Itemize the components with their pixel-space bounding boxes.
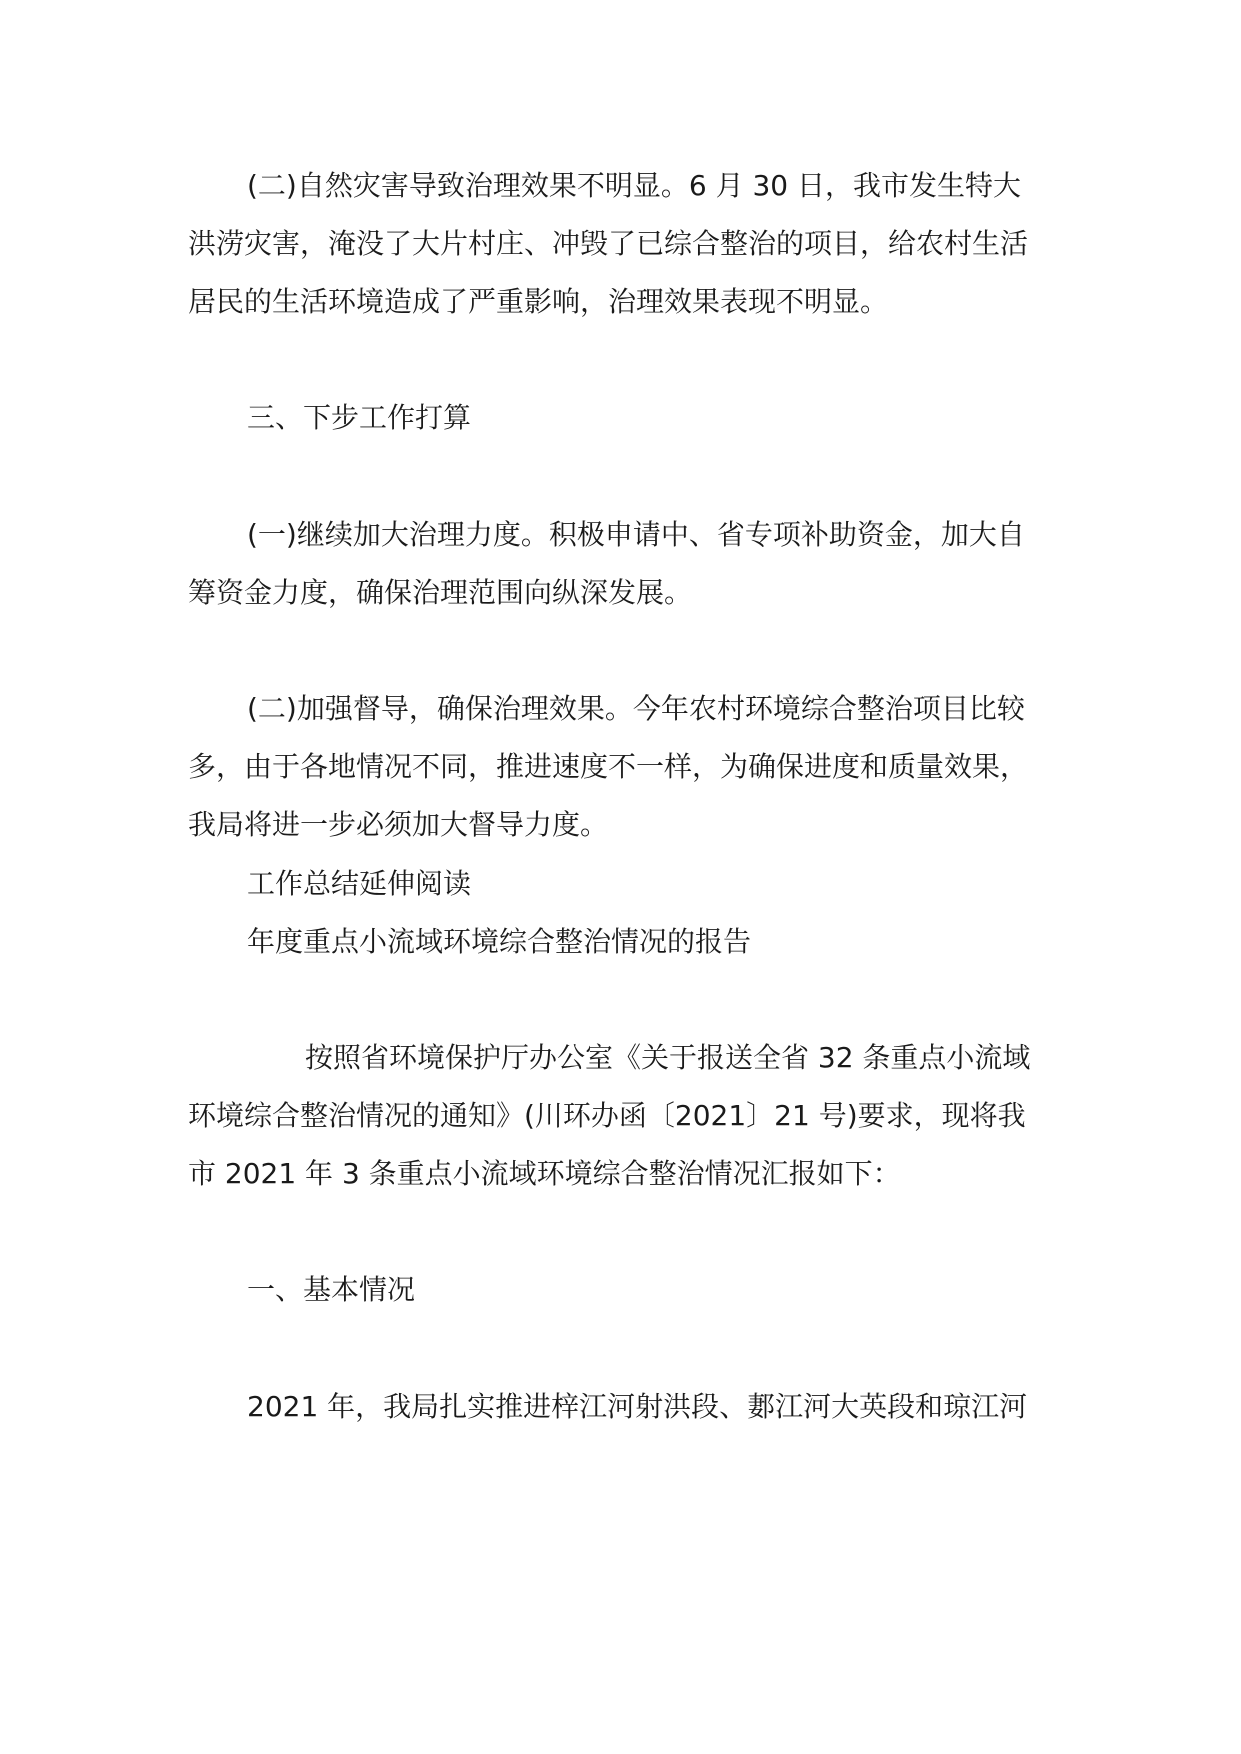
paragraph-line: (二)加强督导，确保治理效果。今年农村环境综合整治项目比较 — [247, 692, 1025, 725]
paragraph-line: 筹资金力度，确保治理范围向纵深发展。 — [188, 576, 693, 609]
paragraph-line: 按照省环境保护厅办公室《关于报送全省 32 条重点小流域 — [305, 1041, 1031, 1074]
section-heading: 三、下步工作打算 — [247, 401, 472, 434]
paragraph-line: 环境综合整治情况的通知》(川环办函〔2021〕21 号)要求，现将我 — [188, 1099, 1026, 1132]
section-heading: 一、基本情况 — [247, 1273, 416, 1306]
report-title: 年度重点小流域环境综合整治情况的报告 — [247, 925, 752, 958]
paragraph-line: 居民的生活环境造成了严重影响，治理效果表现不明显。 — [188, 285, 889, 318]
section-heading: 工作总结延伸阅读 — [247, 867, 472, 900]
paragraph-line: 多，由于各地情况不同，推进速度不一样，为确保进度和质量效果， — [188, 750, 1029, 783]
paragraph-line: 洪涝灾害，淹没了大片村庄、冲毁了已综合整治的项目，给农村生活 — [188, 227, 1029, 260]
paragraph-line: (一)继续加大治理力度。积极申请中、省专项补助资金，加大自 — [247, 518, 1025, 551]
paragraph-line: 2021 年，我局扎实推进梓江河射洪段、郪江河大英段和琼江河 — [247, 1390, 1028, 1423]
paragraph-line: 市 2021 年 3 条重点小流域环境综合整治情况汇报如下： — [188, 1157, 901, 1190]
paragraph-line: 我局将进一步必须加大督导力度。 — [188, 808, 609, 841]
paragraph-line: (二)自然灾害导致治理效果不明显。6 月 30 日，我市发生特大 — [247, 169, 1021, 202]
